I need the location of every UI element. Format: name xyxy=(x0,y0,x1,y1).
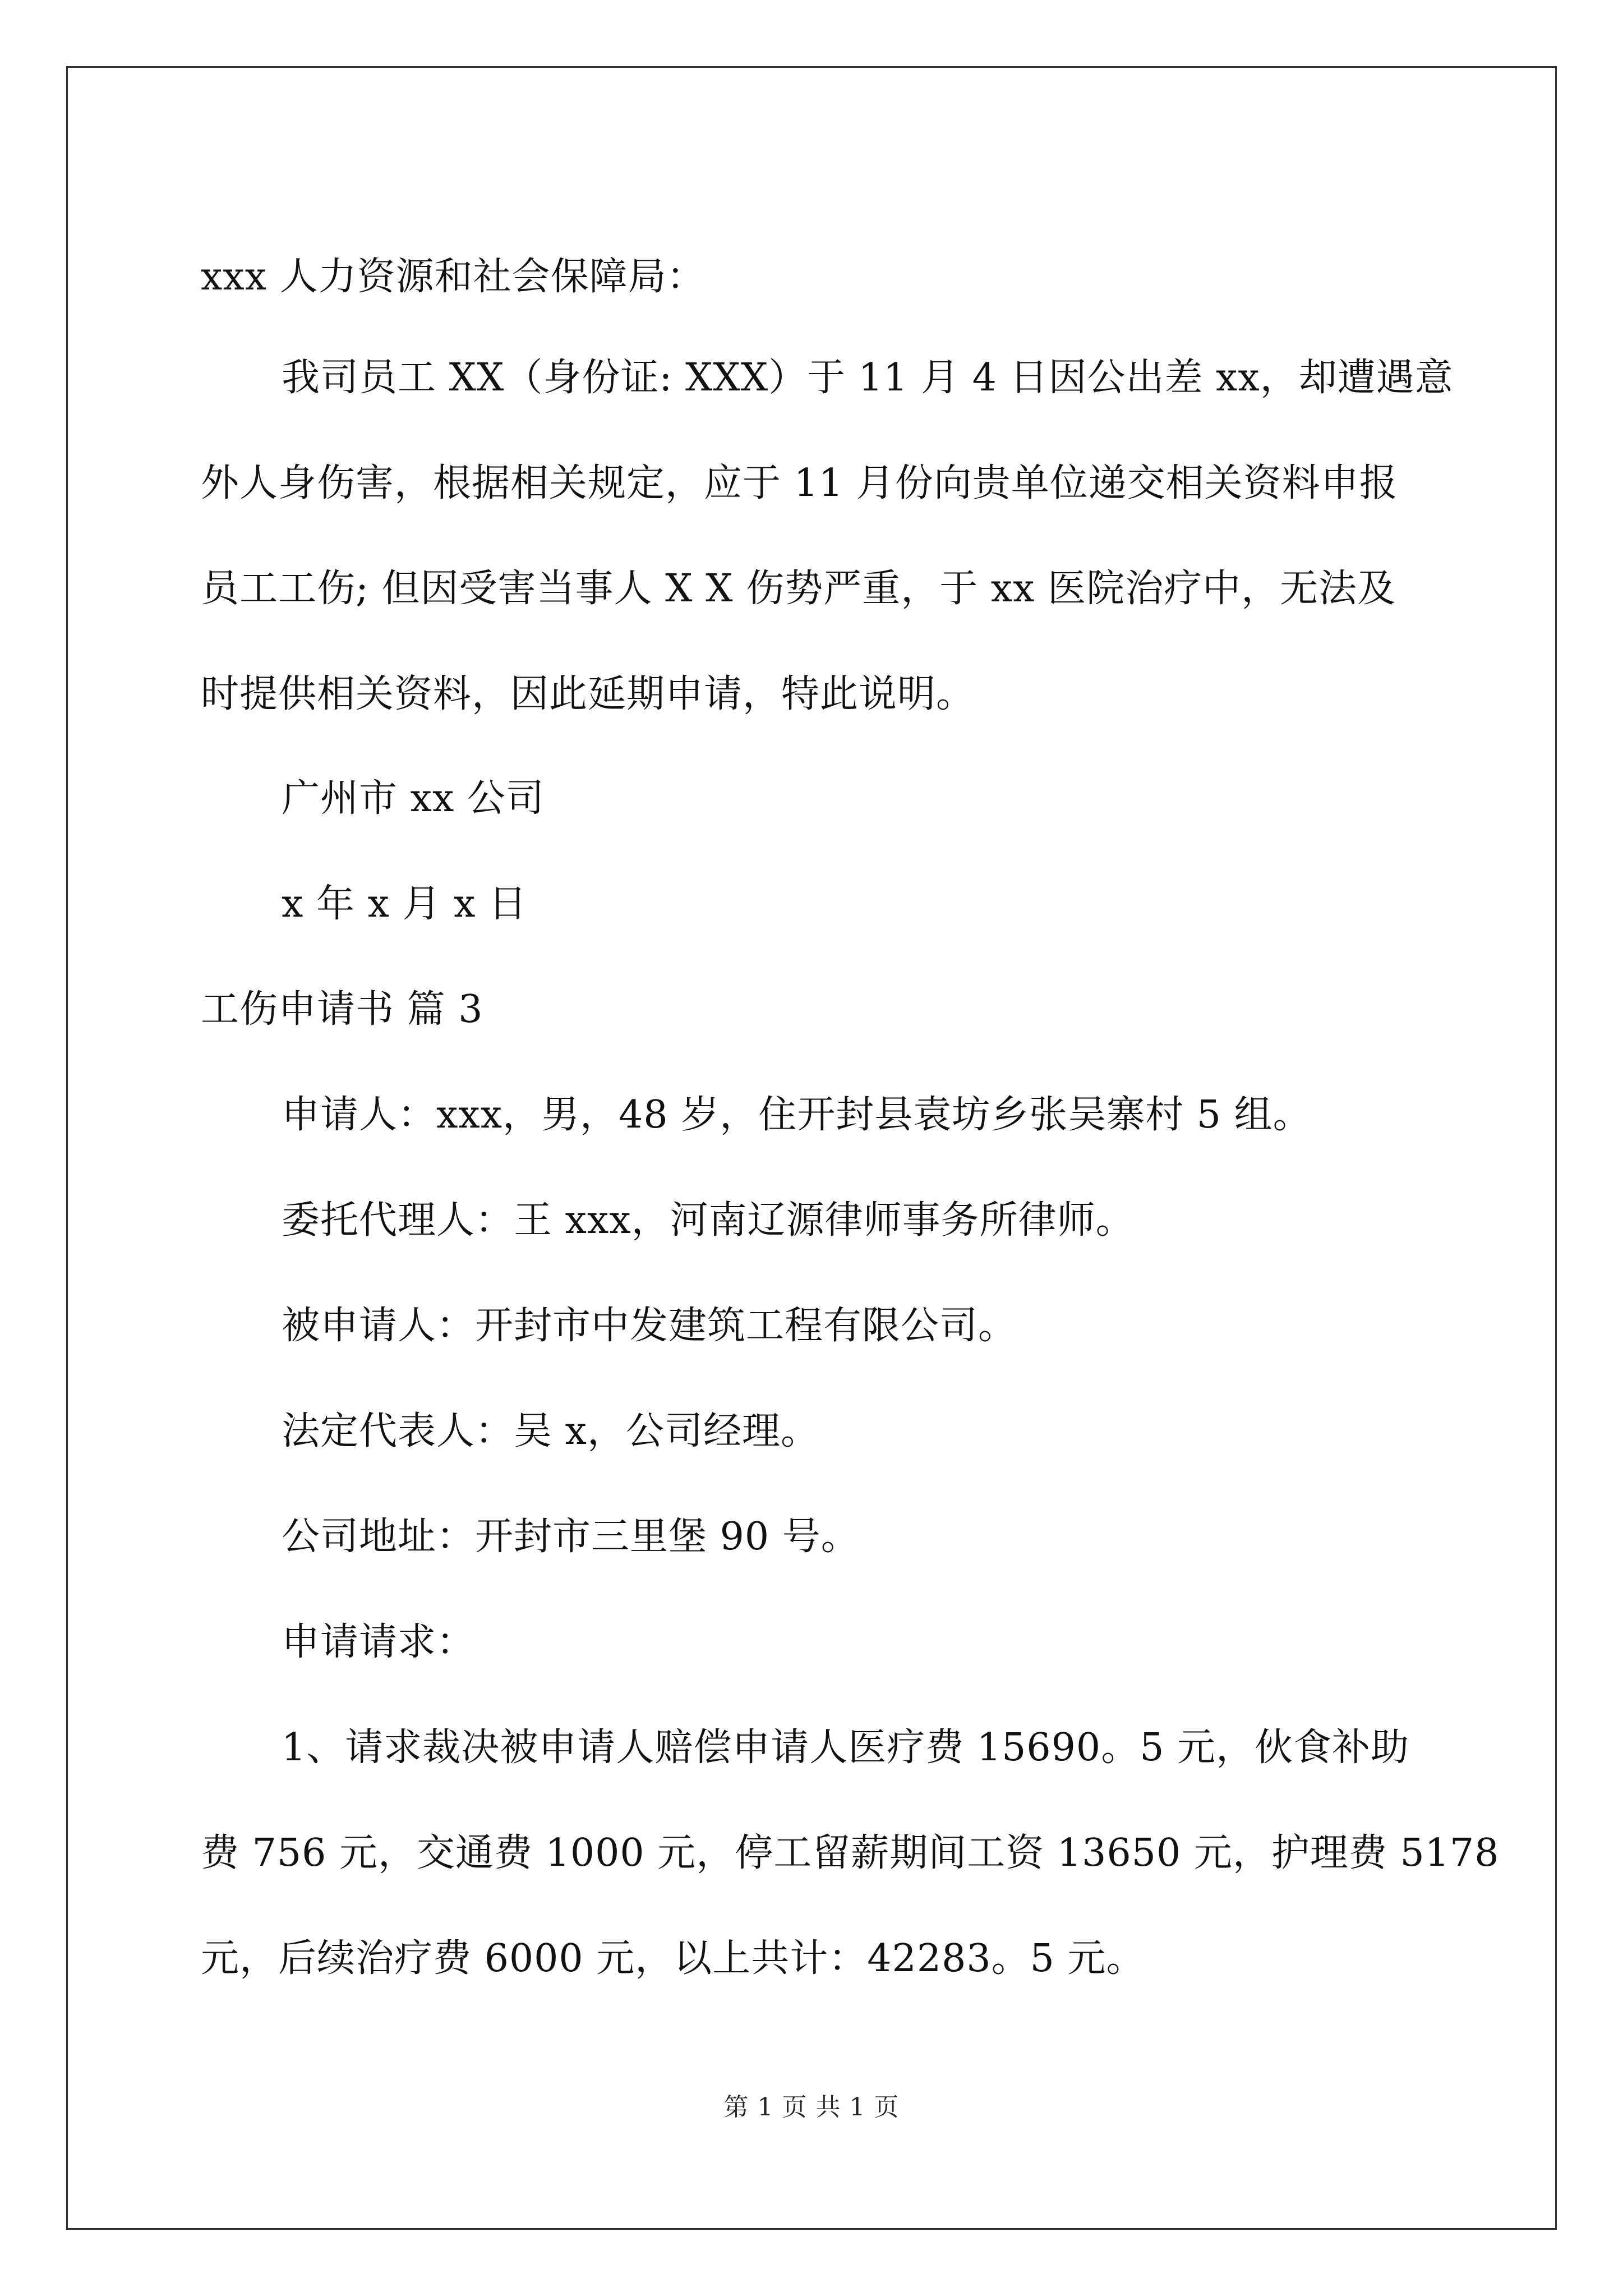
page-footer: 第 1 页 共 1 页 xyxy=(723,2093,900,2122)
request-line-1: 1、请求裁决被申请人赔偿申请人医疗费 15690。5 元，伙食补助 xyxy=(282,1726,1410,1770)
body-line-4: 时提供相关资料，因此延期申请，特此说明。 xyxy=(201,672,975,716)
section-heading: 工伤申请书 篇 3 xyxy=(201,987,483,1032)
applicant-line: 申请人：xxx，男，48 岁，住开封县袁坊乡张吴寨村 5 组。 xyxy=(282,1093,1312,1137)
agent-line: 委托代理人：王 xxx，河南辽源律师事务所律师。 xyxy=(282,1198,1135,1243)
request-line-3: 元，后续治疗费 6000 元，以上共计：42283。5 元。 xyxy=(201,1936,1145,1981)
body-line-3: 员工工伤; 但因受害当事人 X X 伤势严重，于 xx 医院治疗中，无法及 xyxy=(201,567,1396,611)
body-line-2: 外人身伤害，根据相关规定，应于 11 月份向贵单位递交相关资料申报 xyxy=(201,461,1398,505)
body-line-1: 我司员工 XX（身份证: XXX）于 11 月 4 日因公出差 xx，却遭遇意 xyxy=(282,356,1454,400)
signature-date: x 年 x 月 x 日 xyxy=(282,882,528,926)
salutation: xxx 人力资源和社会保障局： xyxy=(201,255,706,299)
request-line-2: 费 756 元，交通费 1000 元，停工留薪期间工资 13650 元，护理费 5178 xyxy=(201,1831,1500,1875)
request-heading: 申请请求： xyxy=(282,1620,476,1664)
signature-company: 广州市 xx 公司 xyxy=(282,776,545,821)
respondent-line: 被申请人：开封市中发建筑工程有限公司。 xyxy=(282,1304,1017,1348)
address-line: 公司地址：开封市三里堡 90 号。 xyxy=(282,1515,860,1559)
legal-rep-line: 法定代表人：吴 x，公司经理。 xyxy=(282,1409,819,1453)
